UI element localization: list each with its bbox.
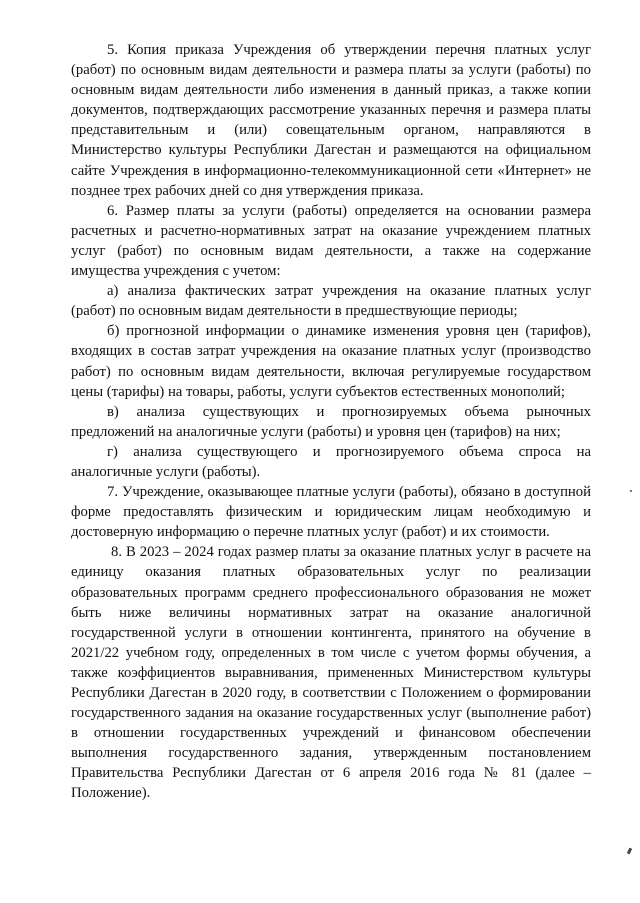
paragraph-6a: а) анализа фактических затрат учреждения на оказание платных услуг (работ) по основным видам деятельности в предшествующие периоды; bbox=[71, 283, 591, 320]
scan-speck bbox=[630, 490, 632, 492]
paragraph-7: 7. Учреждение, оказывающее платные услуги (работы), обязано в доступной форме предоставлять физическим и юридическим лицам необходимую и достоверную информацию о перечне платных услуг (работ) и их стоимости. bbox=[71, 484, 591, 541]
paragraph-5: 5. Копия приказа Учреждения об утверждении перечня платных услуг (работ) по основным видам деятельности и размера платы за услуги (работы) по основным видам деятельности либо изменения в данный приказ, а также копии документов, подтверждающих рассмотрение указанных перечня и размера платы представительным и (или) совещательным органом, направляются в Министерство культуры Республики Дагестан и размещаются на официальном сайте Учреждения в информационно-телекоммуникационной сети «Интернет» не позднее трех рабочих дней со дня утверждения приказа. bbox=[71, 42, 591, 199]
paragraph-6v: в) анализа существующих и прогнозируемых объема рыночных предложений на аналогичные услуги (работы) и уровня цен (тарифов) на них; bbox=[71, 403, 591, 440]
paragraph-6g: г) анализа существующего и прогнозируемого объема спроса на аналогичные услуги (работы). bbox=[71, 443, 591, 480]
document-body bbox=[71, 40, 591, 804]
scan-speck bbox=[627, 848, 632, 855]
paragraph-8: 8. В 2023 – 2024 годах размер платы за оказание платных услуг в расчете на единицу оказания платных образовательных услуг по реализации образовательных программ среднего профессионального образования не может быть ниже величины нормативных затрат на оказание аналогичной государственной услуги в отношении контингента, принятого на обучение в 2021/22 учебном году, определенных в том числе с учетом формы обучения, а также коэффициентов выравнивания, примененных Министерством культуры Республики Дагестан в 2020 году, в соответствии с Положением о формировании государственного задания на оказание государственных услуг (выполнение работ) в отношении государственных учреждений и финансовом обеспечении выполнения государственного задания, утвержденным постановлением Правительства Республики Дагестан от 6 апреля 2016 года № 81 (далее – Положение). bbox=[71, 544, 591, 802]
paragraph-6: 6. Размер платы за услуги (работы) определяется на основании размера расчетных и расчетно-нормативных затрат на оказание учреждением платных услуг (работ) по основным видам деятельности, а также на содержание имущества учреждения с учетом: bbox=[71, 202, 591, 280]
paragraph-6b: б) прогнозной информации о динамике изменения уровня цен (тарифов), входящих в состав затрат учреждения на оказание платных услуг (производство работ) по основным видам деятельности, включая регулируемые государством цены (тарифы) на товары, работы, услуги субъектов естественных монополий; bbox=[71, 323, 591, 400]
